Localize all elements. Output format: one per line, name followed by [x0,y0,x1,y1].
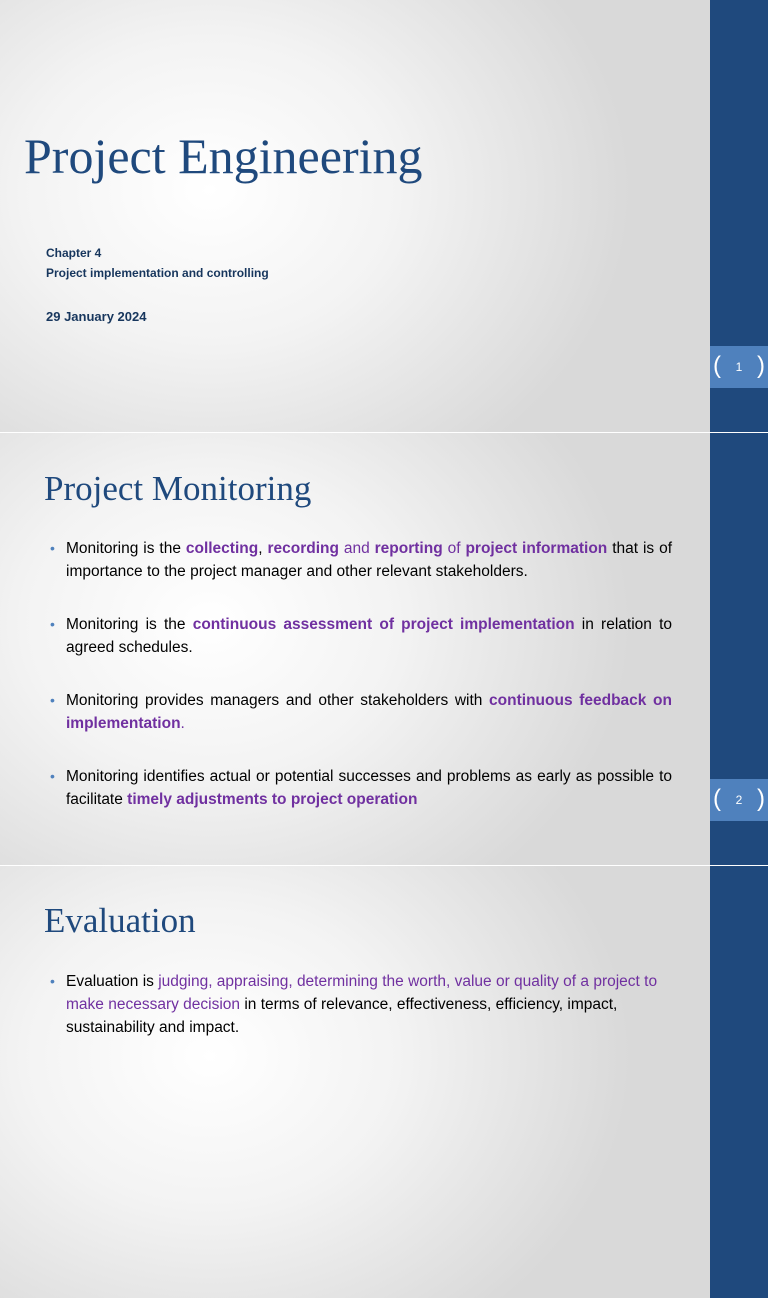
slide-number: 1 [735,360,743,374]
bullet-text: of [442,540,466,557]
bullet-icon: • [50,616,55,632]
list-item [50,970,672,1039]
list-item [50,765,672,811]
highlight-text: continuous feedback on implementation [66,692,672,732]
slide-2 [0,433,768,865]
chapter-topic: Project implementation and controlling [46,266,269,280]
slide-3 [0,866,768,1298]
bracket-right-icon: ) [757,785,765,812]
bullet-text: that is of importance to the project manager and other relevant stakeholders. [66,540,672,580]
bullet-icon: • [50,973,55,989]
highlight-text: collecting [185,540,259,557]
bullet-icon: • [50,768,55,784]
slide-date: 29 January 2024 [46,309,147,324]
list-item [50,537,672,583]
bullet-text: . [180,715,185,732]
slide-side-band [710,866,768,1298]
bullet-text: Monitoring identifies actual or potential successes and problems as early as possible to facilitate [66,768,672,808]
bullet-text: in terms of relevance, effectiveness, efficiency, impact, sustainability and impact. [66,996,618,1036]
bracket-right-icon: ) [757,352,765,379]
highlight-text: recording [267,540,339,557]
bullet-text: in relation to agreed schedules. [66,616,673,656]
bullet-text: Evaluation is [66,973,159,990]
bullet-text: Monitoring is the [66,540,186,557]
slide-title: Evaluation [44,901,196,940]
slide-title: Project Engineering [24,128,423,184]
highlight-text: timely adjustments to project operation [127,791,418,808]
highlight-text: continuous assessment of project implementation [192,616,575,633]
highlight-text: judging, appraising, determining the worth, value or quality of a project to make necessary decision [66,973,658,1013]
slide-number-box [710,346,768,388]
chapter-label: Chapter 4 [46,246,102,260]
bullet-text: and [338,540,375,557]
list-item [50,613,672,659]
list-item [50,689,672,735]
highlight-text: project information [465,540,608,557]
slide-1 [0,0,768,432]
slide-title: Project Monitoring [44,469,312,508]
bullet-icon: • [50,692,55,708]
bullet-text: Monitoring provides managers and other stakeholders with [66,692,490,709]
bullet-list [50,537,672,811]
bullet-text: Monitoring is the [66,616,193,633]
highlight-text: reporting [374,540,443,557]
slide-number: 2 [735,793,743,807]
bullet-text: , [258,540,268,557]
bracket-left-icon: ( [713,352,721,379]
bullet-icon: • [50,540,55,556]
bracket-left-icon: ( [713,785,721,812]
slide-number-box [710,779,768,821]
bullet-list [50,970,672,1039]
